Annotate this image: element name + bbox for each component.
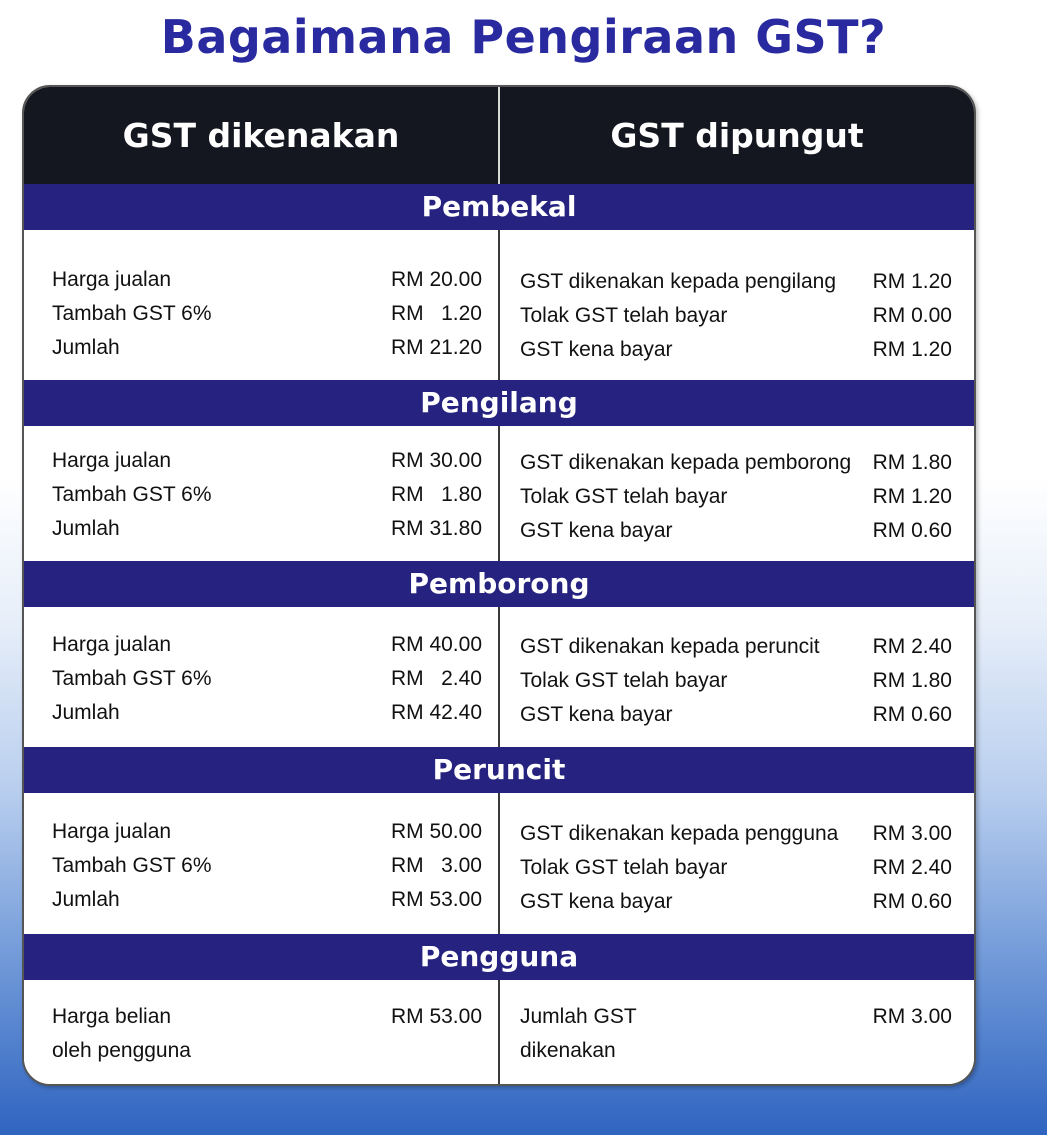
left-value: RM 42.40 (390, 701, 482, 724)
right-value: RM 0.60 (872, 519, 952, 542)
section-band-peruncit: Peruncit (24, 747, 974, 793)
right-value: RM 3.00 (872, 1005, 952, 1028)
column-divider (498, 793, 500, 934)
right-label: Tolak GST telah bayar (520, 669, 728, 692)
right-value: RM 1.20 (872, 270, 952, 293)
gst-table (22, 85, 976, 1086)
left-value: RM 2.40 (390, 667, 482, 690)
left-value: RM 40.00 (390, 633, 482, 656)
section-band-pengguna: Pengguna (24, 934, 974, 980)
right-label: GST kena bayar (520, 890, 673, 913)
left-label: Jumlah (52, 701, 120, 724)
right-label: GST kena bayar (520, 338, 673, 361)
column-divider (498, 607, 500, 747)
right-value: RM 3.00 (872, 822, 952, 845)
left-value: RM 31.80 (390, 517, 482, 540)
right-value: RM 2.40 (872, 635, 952, 658)
right-value: RM 2.40 (872, 856, 952, 879)
left-label: Jumlah (52, 517, 120, 540)
right-value: RM 1.80 (872, 451, 952, 474)
left-value: RM 53.00 (390, 888, 482, 911)
section-band-pengilang: Pengilang (24, 380, 974, 426)
left-label: Harga jualan (52, 820, 172, 843)
left-label: Jumlah (52, 336, 120, 359)
right-value: RM 0.00 (872, 304, 952, 327)
section-panel-pembekal (24, 230, 974, 380)
column-divider (498, 230, 500, 380)
left-label: Jumlah (52, 888, 120, 911)
left-value: RM 53.00 (390, 1005, 482, 1028)
header-gst-dikenakan: GST dikenakan (122, 116, 400, 155)
table-header (24, 87, 974, 184)
right-value: RM 1.20 (872, 338, 952, 361)
right-label: dikenakan (520, 1039, 616, 1062)
section-panel-peruncit (24, 793, 974, 934)
right-label: Tolak GST telah bayar (520, 304, 728, 327)
left-value: RM 1.80 (390, 483, 482, 506)
left-label: oleh pengguna (52, 1039, 191, 1062)
right-label: GST dikenakan kepada pengilang (520, 270, 837, 293)
left-label: Harga jualan (52, 268, 172, 291)
left-label: Harga jualan (52, 633, 172, 656)
left-value: RM 21.20 (390, 336, 482, 359)
section-panel-pemborong (24, 607, 974, 747)
right-label: GST dikenakan kepada peruncit (520, 635, 820, 658)
right-label: Tolak GST telah bayar (520, 856, 728, 879)
left-value: RM 3.00 (390, 854, 482, 877)
right-value: RM 1.80 (872, 669, 952, 692)
left-value: RM 20.00 (390, 268, 482, 291)
section-panel-pengilang (24, 426, 974, 561)
right-value: RM 0.60 (872, 703, 952, 726)
left-value: RM 1.20 (390, 302, 482, 325)
right-label: GST kena bayar (520, 519, 673, 542)
section-band-pembekal: Pembekal (24, 184, 974, 230)
left-value: RM 30.00 (390, 449, 482, 472)
section-panel-pengguna (24, 980, 974, 1084)
left-label: Tambah GST 6% (52, 667, 212, 690)
left-label: Harga belian (52, 1005, 172, 1028)
column-divider (498, 426, 500, 561)
right-label: GST dikenakan kepada pengguna (520, 822, 839, 845)
right-value: RM 0.60 (872, 890, 952, 913)
right-label: Jumlah GST (520, 1005, 637, 1028)
left-value: RM 50.00 (390, 820, 482, 843)
section-band-pemborong: Pemborong (24, 561, 974, 607)
left-label: Harga jualan (52, 449, 172, 472)
left-label: Tambah GST 6% (52, 854, 212, 877)
right-label: Tolak GST telah bayar (520, 485, 728, 508)
right-value: RM 1.20 (872, 485, 952, 508)
left-label: Tambah GST 6% (52, 483, 212, 506)
page-title: Bagaimana Pengiraan GST? (160, 10, 887, 64)
right-label: GST kena bayar (520, 703, 673, 726)
left-label: Tambah GST 6% (52, 302, 212, 325)
right-label: GST dikenakan kepada pemborong (520, 451, 852, 474)
column-divider (498, 980, 500, 1084)
header-gst-dipungut: GST dipungut (610, 116, 864, 155)
